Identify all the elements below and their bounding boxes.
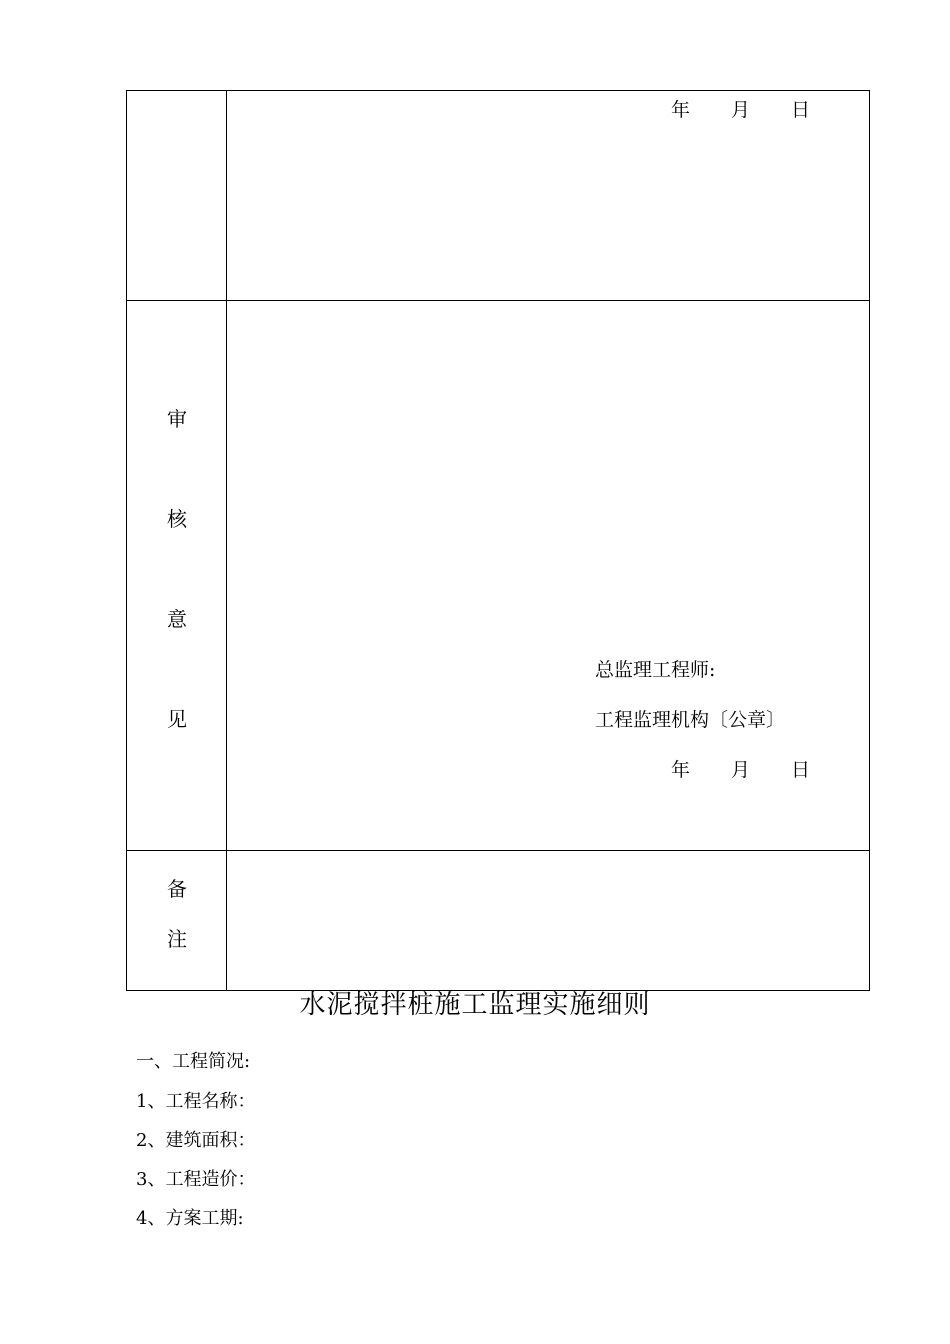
form-row-remarks — [127, 851, 869, 990]
date-year-label: 年 — [671, 99, 691, 121]
review-label-char: 核 — [167, 507, 187, 531]
project-info-item: 3、工程造价： — [136, 1169, 256, 1190]
remarks-label-char: 备 — [167, 877, 187, 901]
form-row-review-opinion — [127, 301, 869, 851]
review-label-char: 审 — [167, 407, 187, 431]
review-opinion-content-cell — [227, 301, 869, 850]
project-info-item: 2、建筑面积： — [136, 1130, 256, 1151]
review-opinion-label-cell — [127, 301, 227, 850]
review-label-char: 意 — [167, 607, 187, 631]
row-content-cell — [227, 91, 869, 300]
document-title: 水泥搅拌桩施工监理实施细则 — [299, 990, 651, 1020]
date-day-label: 日 — [791, 759, 811, 781]
date-month-label: 月 — [731, 759, 751, 781]
project-info-item: 1、工程名称： — [136, 1091, 256, 1112]
remarks-label-cell — [127, 851, 227, 990]
review-form-table — [126, 90, 870, 991]
row-label-cell — [127, 91, 227, 300]
date-month-label: 月 — [731, 99, 751, 121]
review-label-char: 见 — [167, 707, 187, 731]
date-year-label: 年 — [671, 759, 691, 781]
date-day-label: 日 — [791, 99, 811, 121]
remarks-content-cell — [227, 851, 869, 990]
section-heading: 一、工程简况: — [136, 1051, 251, 1072]
form-row-top — [127, 91, 869, 301]
remarks-label-char: 注 — [167, 927, 187, 951]
project-info-item: 4、方案工期: — [136, 1208, 244, 1229]
supervision-org-seal-label: 工程监理机构〔公章〕 — [595, 709, 786, 731]
chief-engineer-signature-label: 总监理工程师: — [595, 659, 716, 681]
